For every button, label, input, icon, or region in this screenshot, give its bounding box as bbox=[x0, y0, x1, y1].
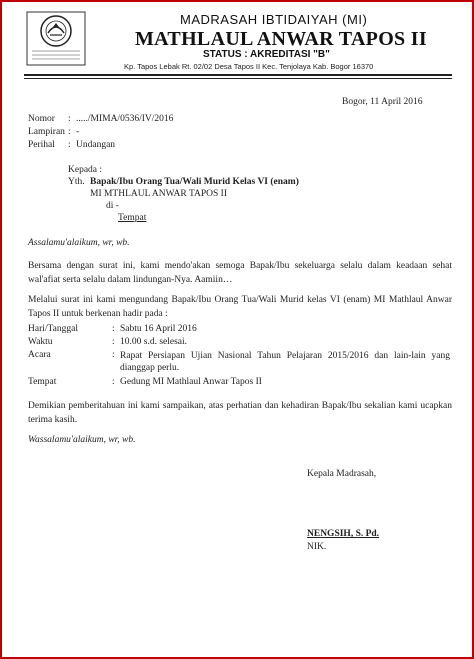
detail-colon: : bbox=[112, 377, 115, 387]
header-address: Kp. Tapos Lebak Rt. 02/02 Desa Tapos II Kec. Tenjolaya Kab. Bogor 16370 bbox=[124, 62, 374, 71]
detail-label-date: Hari/Tanggal bbox=[28, 324, 78, 334]
detail-value-place: Gedung MI Mathlaul Anwar Tapos II bbox=[120, 377, 262, 387]
recipient-tempat: Tempat bbox=[118, 213, 147, 223]
closing-salutation: Wassalamu'alaikum, wr, wb. bbox=[28, 435, 136, 445]
header-line1: MADRASAH IBTIDAIYAH (MI) bbox=[180, 12, 368, 27]
detail-label-event: Acara bbox=[28, 350, 51, 360]
meta-colon: : bbox=[68, 140, 71, 150]
detail-label-place: Tempat bbox=[28, 377, 57, 387]
signature-nik: NIK. bbox=[307, 542, 327, 552]
detail-colon: : bbox=[112, 350, 115, 360]
detail-colon: : bbox=[112, 337, 115, 347]
detail-colon: : bbox=[112, 324, 115, 334]
meta-colon: : bbox=[68, 127, 71, 137]
meta-label-lampiran: Lampiran bbox=[28, 127, 65, 137]
recipient-yth: Yth. bbox=[68, 177, 85, 187]
header-divider-thin bbox=[24, 78, 452, 79]
signature-title: Kepala Madrasah, bbox=[307, 469, 377, 479]
detail-label-time: Waktu bbox=[28, 337, 53, 347]
school-seal-icon bbox=[26, 11, 86, 66]
detail-value-event: Rapat Persiapan Ujian Nasional Tahun Pelajaran 2015/2016 dan lain-lain yang dianggap perlu. bbox=[120, 351, 450, 373]
greeting: Assalamu'alaikum, wr, wb. bbox=[28, 238, 130, 248]
detail-value-date: Sabtu 16 April 2016 bbox=[120, 324, 197, 334]
meta-value-lampiran: - bbox=[76, 127, 80, 137]
header-school-name: MATHLAUL ANWAR TAPOS II bbox=[135, 28, 427, 50]
letter-date: Bogor, 11 April 2016 bbox=[342, 97, 423, 107]
recipient-kepada: Kepada : bbox=[68, 165, 103, 175]
paragraph-invitation: Melalui surat ini kami mengundang Bapak/Ibu Orang Tua/Wali Murid kelas VI (enam) MI Mathlaul Anwar Tapos II untuk berkenan hadir pada : bbox=[28, 295, 452, 319]
paragraph-opening: Bersama dengan surat ini, kami mendo'akan semoga Bapak/Ibu sekeluarga selalu dalam keadaan sehat wal'afiat serta selalu dalam lindungan-Nya. Aamiin… bbox=[28, 261, 452, 285]
meta-label-nomor: Nomor bbox=[28, 114, 55, 124]
signature-name: NENGSIH, S. Pd. bbox=[307, 529, 380, 539]
recipient-name: Bapak/Ibu Orang Tua/Wali Murid Kelas VI (enam) bbox=[90, 177, 299, 187]
header-status: STATUS : AKREDITASI "B" bbox=[203, 49, 330, 60]
paragraph-closing: Demikian pemberitahuan ini kami sampaikan, atas perhatian dan kehadiran Bapak/Ibu sekalian kami ucapkan terima kasih. bbox=[28, 401, 452, 425]
meta-label-perihal: Perihal bbox=[28, 140, 55, 150]
header-divider-thick bbox=[24, 74, 452, 76]
meta-value-perihal: Undangan bbox=[76, 140, 116, 150]
recipient-school: MI MTHLAUL ANWAR TAPOS II bbox=[90, 189, 227, 199]
meta-value-nomor: ...../MIMA/0536/IV/2016 bbox=[76, 114, 174, 124]
detail-value-time: 10.00 s.d. selesai. bbox=[120, 337, 188, 347]
meta-colon: : bbox=[68, 114, 71, 124]
recipient-di: di - bbox=[106, 201, 119, 211]
